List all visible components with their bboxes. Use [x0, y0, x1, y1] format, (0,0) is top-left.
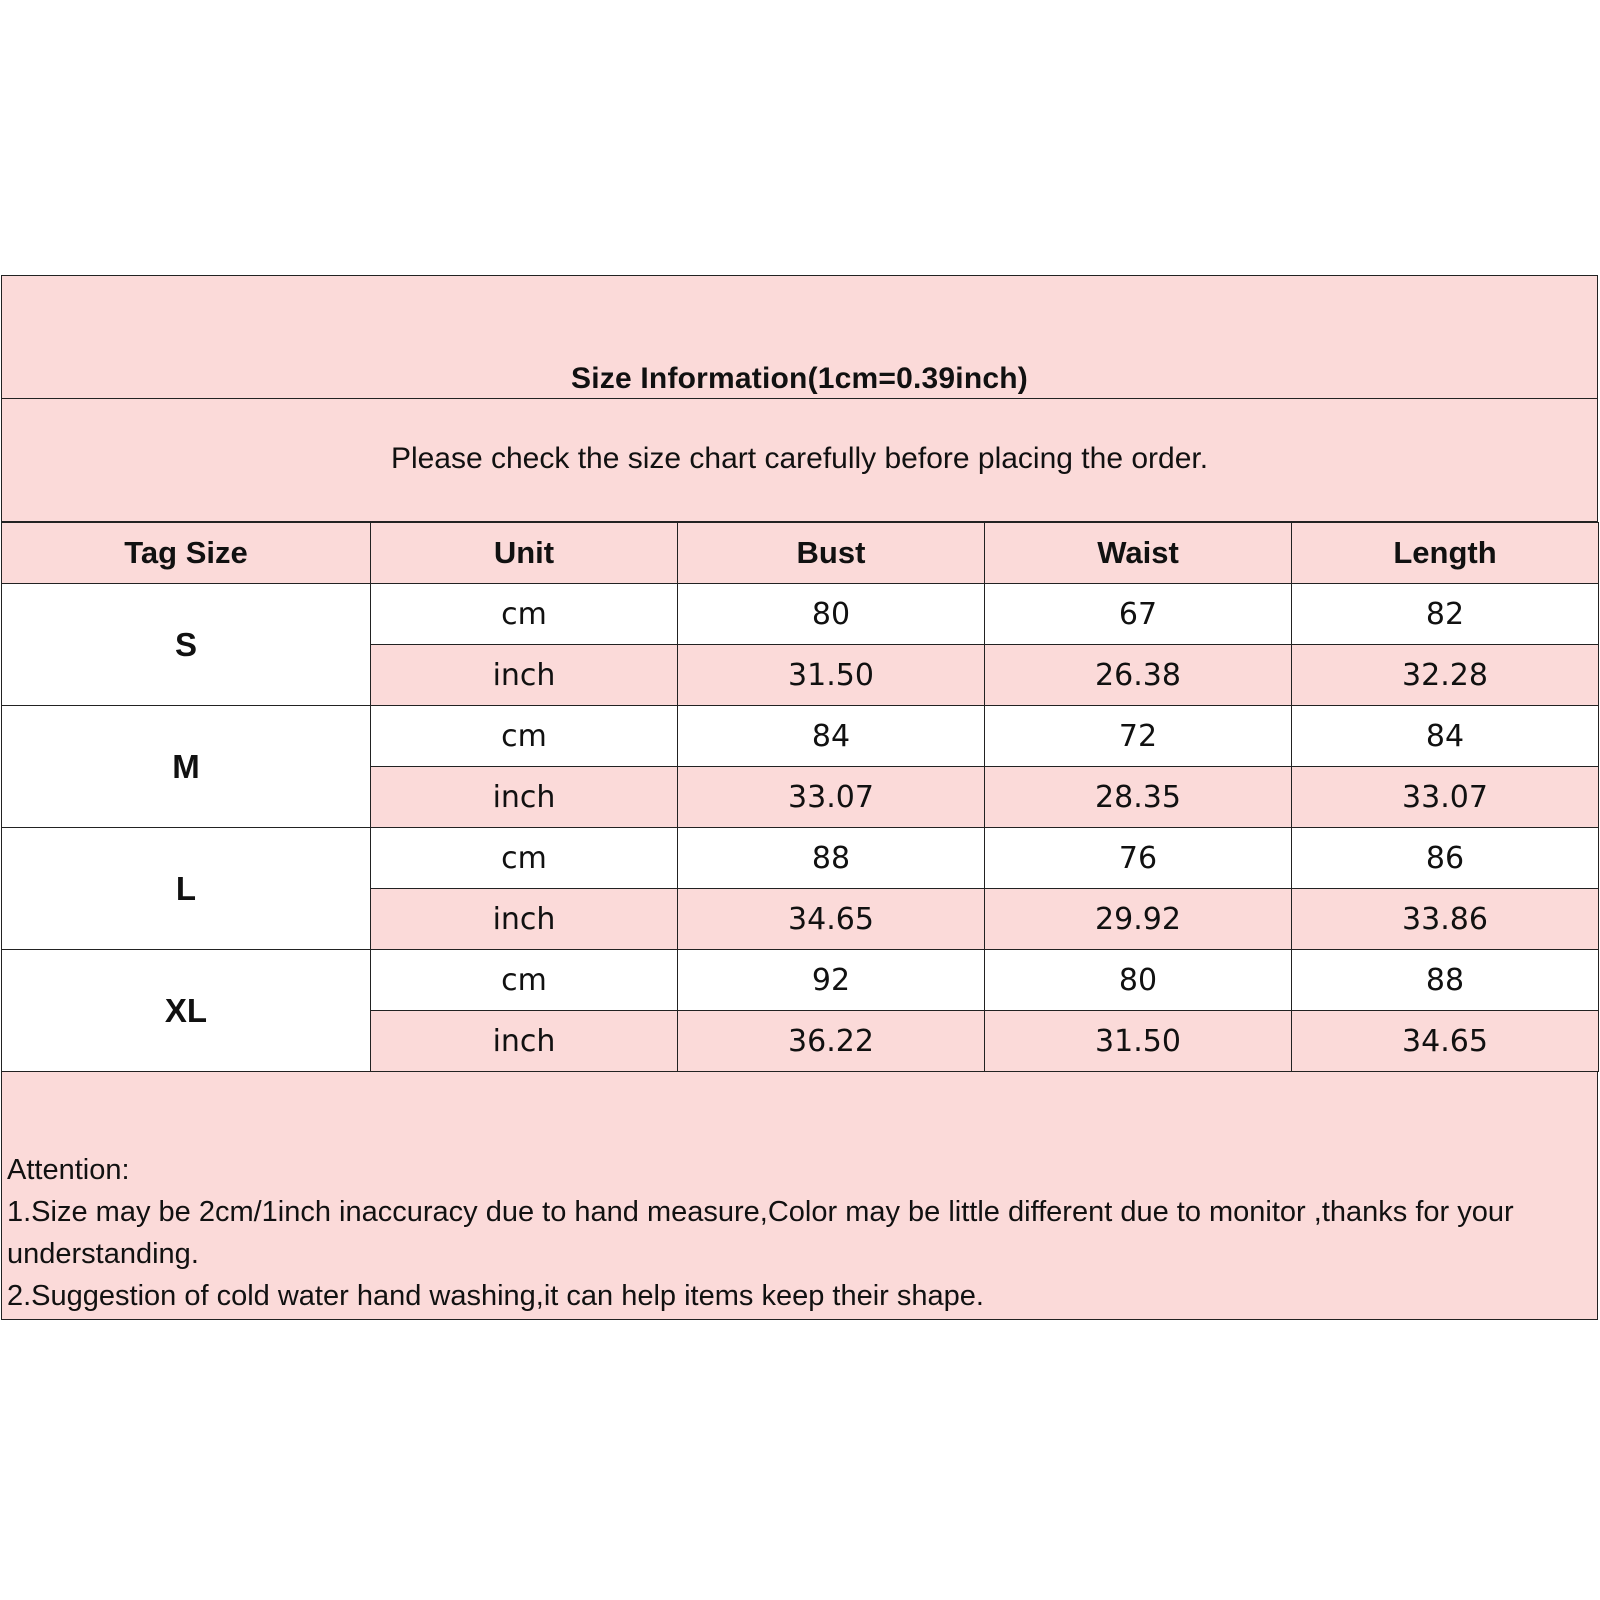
table-row: [2, 706, 1599, 767]
length-cell: 33.07: [1292, 767, 1599, 828]
length-cell: 86: [1292, 828, 1599, 889]
waist-cell: 26.38: [985, 645, 1292, 706]
waist-cell: 80: [985, 950, 1292, 1011]
unit-cell: inch: [371, 767, 678, 828]
waist-cell: 29.92: [985, 889, 1292, 950]
page-title: Size Information(1cm=0.39inch): [571, 362, 1028, 395]
unit-cell: cm: [371, 950, 678, 1011]
attention-heading: Attention:: [7, 1154, 130, 1186]
waist-cell: 31.50: [985, 1011, 1292, 1072]
waist-cell: 28.35: [985, 767, 1292, 828]
length-cell: 84: [1292, 706, 1599, 767]
header-length: Length: [1292, 523, 1599, 584]
table-row: [2, 828, 1599, 889]
attention-note-2: 2.Suggestion of cold water hand washing,it can help items keep their shape.: [7, 1280, 984, 1312]
table-row: [2, 950, 1599, 1011]
bust-cell: 36.22: [678, 1011, 985, 1072]
bust-cell: 33.07: [678, 767, 985, 828]
bust-cell: 31.50: [678, 645, 985, 706]
attention-notes: [7, 1149, 1577, 1317]
size-cell: XL: [2, 950, 371, 1072]
notice-text: Please check the size chart carefully before placing the order.: [390, 442, 1209, 475]
header-tag-size: Tag Size: [2, 523, 371, 584]
header-bust: Bust: [678, 523, 985, 584]
unit-cell: inch: [371, 889, 678, 950]
size-cell: M: [2, 706, 371, 828]
table-header-row: [2, 523, 1599, 584]
size-cell: L: [2, 828, 371, 950]
unit-cell: cm: [371, 706, 678, 767]
unit-cell: inch: [371, 1011, 678, 1072]
waist-cell: 67: [985, 584, 1292, 645]
size-chart-sheet: [1, 275, 1598, 1320]
length-cell: 82: [1292, 584, 1599, 645]
notice-band: [1, 399, 1598, 522]
table-row: [2, 584, 1599, 645]
size-table: [1, 522, 1599, 1072]
length-cell: 32.28: [1292, 645, 1599, 706]
bust-cell: 84: [678, 706, 985, 767]
bust-cell: 80: [678, 584, 985, 645]
bust-cell: 92: [678, 950, 985, 1011]
length-cell: 88: [1292, 950, 1599, 1011]
bust-cell: 88: [678, 828, 985, 889]
unit-cell: cm: [371, 584, 678, 645]
attention-note-1: 1.Size may be 2cm/1inch inaccuracy due to hand measure,Color may be little different due to monitor ,thanks for your understanding.: [7, 1196, 1514, 1270]
waist-cell: 72: [985, 706, 1292, 767]
header-unit: Unit: [371, 523, 678, 584]
unit-cell: inch: [371, 645, 678, 706]
waist-cell: 76: [985, 828, 1292, 889]
title-band: [1, 275, 1598, 399]
size-cell: S: [2, 584, 371, 706]
length-cell: 33.86: [1292, 889, 1599, 950]
bust-cell: 34.65: [678, 889, 985, 950]
length-cell: 34.65: [1292, 1011, 1599, 1072]
attention-band: [1, 1072, 1598, 1320]
unit-cell: cm: [371, 828, 678, 889]
header-waist: Waist: [985, 523, 1292, 584]
